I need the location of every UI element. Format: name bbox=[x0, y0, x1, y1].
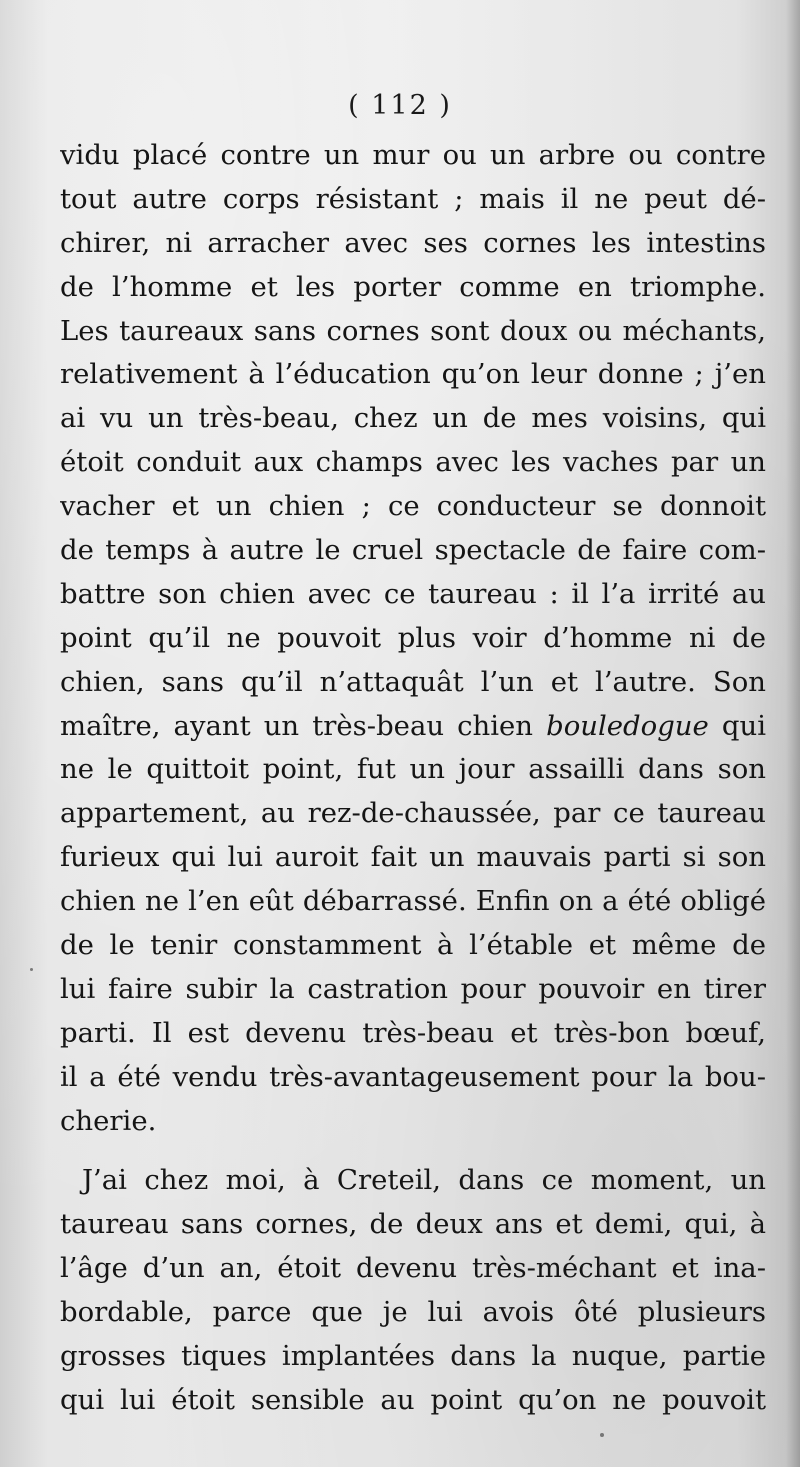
text-segment: maître, ayant un très-beau chien bbox=[60, 709, 534, 742]
body-text bbox=[60, 134, 766, 1423]
text-line: qui lui étoit sensible au point qu’on ne pouvoit bbox=[60, 1383, 766, 1416]
text-line: parti. Il est devenu très-beau et très-bon bœuf, bbox=[60, 1016, 766, 1049]
paragraph-1 bbox=[60, 134, 766, 1143]
text-line: chien, sans qu’il n’attaquât l’un et l’autre. Son bbox=[60, 665, 766, 698]
text-line: de l’homme et les porter comme en triomphe. bbox=[60, 270, 766, 303]
text-line: vacher et un chien ; ce conducteur se donnoit bbox=[60, 490, 766, 523]
text-line: grosses tiques implantées dans la nuque, partie bbox=[60, 1340, 766, 1373]
text-line: tout autre corps résistant ; mais il ne peut dé- bbox=[60, 182, 766, 215]
text-line: lui faire subir la castration pour pouvoir en tirer bbox=[60, 972, 766, 1005]
text-line: appartement, au rez-de-chaussée, par ce taureau bbox=[60, 797, 766, 830]
text-line: étoit conduit aux champs avec les vaches par un bbox=[60, 446, 766, 479]
text-line: chien ne l’en eût débarrassé. Enfin on a été obligé bbox=[60, 885, 766, 918]
italic-word: bouledogue bbox=[546, 709, 709, 742]
text-line: battre son chien avec ce taureau : il l’a irrité au bbox=[60, 577, 766, 610]
text-line: Les taureaux sans cornes sont doux ou méchants, bbox=[60, 314, 766, 347]
paragraph-gap bbox=[60, 1143, 766, 1159]
text-line: ai vu un très-beau, chez un de mes voisins, qui bbox=[60, 402, 766, 435]
text-line: de le tenir constamment à l’étable et même de bbox=[60, 929, 766, 962]
text-line: furieux qui lui auroit fait un mauvais parti si son bbox=[60, 841, 766, 874]
text-line: l’âge d’un an, étoit devenu très-méchant et ina- bbox=[60, 1252, 766, 1285]
paragraph-2 bbox=[60, 1159, 766, 1422]
text-line-with-italic bbox=[60, 705, 766, 749]
text-line: bordable, parce que je lui avois ôté plusieurs bbox=[60, 1296, 766, 1329]
text-segment: qui bbox=[721, 709, 766, 742]
text-line: relativement à l’éducation qu’on leur donne ; j’en bbox=[60, 358, 766, 391]
ink-speck bbox=[30, 968, 33, 971]
text-line: cherie. bbox=[60, 1104, 157, 1137]
text-line: chirer, ni arracher avec ses cornes les intestins bbox=[60, 226, 766, 259]
ink-speck bbox=[600, 1433, 604, 1437]
text-line: taureau sans cornes, de deux ans et demi, qui, à bbox=[60, 1208, 766, 1241]
page-edge-shadow bbox=[786, 0, 800, 1467]
text-line: vidu placé contre un mur ou un arbre ou contre bbox=[60, 139, 766, 171]
text-line: point qu’il ne pouvoit plus voir d’homme ni de bbox=[60, 621, 766, 654]
text-line: J’ai chez moi, à Creteil, dans ce moment, un bbox=[82, 1164, 766, 1197]
text-line: il a été vendu très-avantageusement pour la bou- bbox=[60, 1060, 766, 1093]
page-number: ( 112 ) bbox=[348, 90, 452, 121]
text-line: de temps à autre le cruel spectacle de faire com- bbox=[60, 534, 766, 567]
text-line: ne le quittoit point, fut un jour assailli dans son bbox=[60, 753, 766, 786]
